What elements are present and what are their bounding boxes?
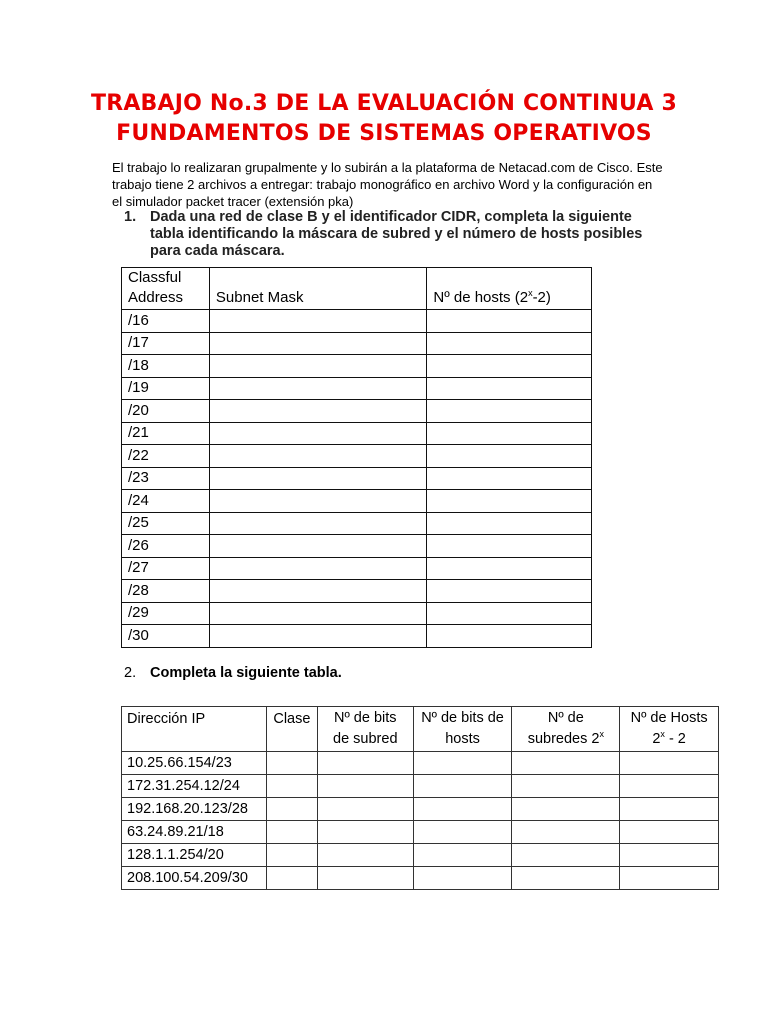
cidr-table-row — [122, 445, 592, 468]
header-hosts-sup: x — [660, 729, 665, 740]
num-hosts-cell[interactable] — [427, 490, 592, 513]
num-hosts-cell[interactable] — [620, 752, 719, 775]
header-bits-hosts-line-2: hosts — [445, 731, 480, 747]
clase-cell[interactable] — [266, 867, 317, 890]
subredes-cell[interactable] — [512, 775, 620, 798]
cidr-prefix-cell: /21 — [122, 422, 210, 445]
num-hosts-cell[interactable] — [427, 332, 592, 355]
num-hosts-cell[interactable] — [427, 310, 592, 333]
subnet-mask-cell[interactable] — [209, 557, 426, 580]
subnet-mask-cell[interactable] — [209, 355, 426, 378]
ip-table-header-row — [122, 707, 719, 752]
subnet-mask-cell[interactable] — [209, 445, 426, 468]
header-bits-subred-line-1: Nº de bits — [334, 710, 397, 726]
bits-subred-cell[interactable] — [317, 798, 413, 821]
header-ip-address: Dirección IP — [122, 707, 267, 752]
cidr-table-row — [122, 400, 592, 423]
cidr-table-row — [122, 580, 592, 603]
num-hosts-cell[interactable] — [427, 535, 592, 558]
num-hosts-cell[interactable] — [427, 422, 592, 445]
clase-cell[interactable] — [266, 798, 317, 821]
num-hosts-cell[interactable] — [427, 512, 592, 535]
num-hosts-cell[interactable] — [427, 625, 592, 648]
header-hosts-base: 2 — [652, 731, 661, 747]
num-hosts-cell[interactable] — [427, 355, 592, 378]
ip-table-row — [122, 844, 719, 867]
header-num-hosts-2-line-1: Nº de Hosts — [630, 710, 708, 726]
ip-table-row — [122, 752, 719, 775]
ip-subnet-table — [121, 706, 719, 890]
header-subredes-base: subredes 2 — [527, 731, 600, 747]
header-bits-subred — [317, 707, 413, 752]
num-hosts-cell[interactable] — [427, 445, 592, 468]
cidr-prefix-cell: /25 — [122, 512, 210, 535]
header-hosts-suffix: - 2 — [664, 731, 686, 747]
cidr-table-row — [122, 467, 592, 490]
cidr-prefix-cell: /19 — [122, 377, 210, 400]
subnet-mask-cell[interactable] — [209, 625, 426, 648]
bits-hosts-cell[interactable] — [413, 775, 512, 798]
cidr-prefix-cell: /26 — [122, 535, 210, 558]
header-num-hosts-prefix: Nº de hosts (2 — [433, 289, 529, 306]
bits-subred-cell[interactable] — [317, 775, 413, 798]
bits-hosts-cell[interactable] — [413, 867, 512, 890]
num-hosts-cell[interactable] — [620, 821, 719, 844]
ip-address-cell: 192.168.20.123/28 — [122, 798, 267, 821]
cidr-prefix-cell: /24 — [122, 490, 210, 513]
subredes-cell[interactable] — [512, 798, 620, 821]
num-hosts-cell[interactable] — [427, 557, 592, 580]
cidr-prefix-cell: /18 — [122, 355, 210, 378]
cidr-prefix-cell: /17 — [122, 332, 210, 355]
cidr-table-row — [122, 355, 592, 378]
cidr-prefix-cell: /30 — [122, 625, 210, 648]
num-hosts-cell[interactable] — [427, 467, 592, 490]
header-subredes-line-1: Nº de — [547, 710, 584, 726]
question-1-text: Dada una red de clase B y el identificador CIDR, completa la siguiente tabla identificando la máscara de subred y el número de hosts posibles para cada máscara. — [150, 209, 643, 259]
header-classful-line: Classful — [128, 269, 182, 286]
cidr-table-row — [122, 625, 592, 648]
cidr-prefix-cell: /20 — [122, 400, 210, 423]
question-2 — [124, 665, 342, 682]
header-classful-address — [122, 268, 210, 310]
subredes-cell[interactable] — [512, 821, 620, 844]
subnet-mask-cell[interactable] — [209, 332, 426, 355]
subredes-cell[interactable] — [512, 752, 620, 775]
header-subredes — [512, 707, 620, 752]
cidr-table-row — [122, 602, 592, 625]
num-hosts-cell[interactable] — [620, 798, 719, 821]
question-1-number: 1. — [124, 209, 137, 225]
num-hosts-cell[interactable] — [427, 377, 592, 400]
bits-subred-cell[interactable] — [317, 867, 413, 890]
bits-subred-cell[interactable] — [317, 844, 413, 867]
ip-address-cell: 10.25.66.154/23 — [122, 752, 267, 775]
header-clase: Clase — [266, 707, 317, 752]
subnet-mask-cell[interactable] — [209, 512, 426, 535]
bits-subred-cell[interactable] — [317, 752, 413, 775]
intro-line-3: el simulador packet tracer (extensión pka) — [112, 194, 354, 209]
subredes-cell[interactable] — [512, 844, 620, 867]
cidr-mask-table — [121, 267, 592, 648]
clase-cell[interactable] — [266, 752, 317, 775]
num-hosts-cell[interactable] — [620, 844, 719, 867]
cidr-table-header-row — [122, 268, 592, 310]
intro-paragraph — [112, 159, 672, 210]
document-title-line-2: FUNDAMENTOS DE SISTEMAS OPERATIVOS — [116, 121, 652, 146]
header-num-hosts-suffix: -2) — [532, 289, 551, 306]
clase-cell[interactable] — [266, 775, 317, 798]
header-bits-hosts — [413, 707, 512, 752]
question-2-text: Completa la siguiente tabla. — [150, 665, 342, 681]
clase-cell[interactable] — [266, 821, 317, 844]
cidr-prefix-cell: /23 — [122, 467, 210, 490]
header-subredes-line-2 — [514, 729, 617, 750]
num-hosts-cell[interactable] — [620, 867, 719, 890]
num-hosts-cell[interactable] — [620, 775, 719, 798]
cidr-table-row — [122, 490, 592, 513]
bits-hosts-cell[interactable] — [413, 798, 512, 821]
cidr-prefix-cell: /29 — [122, 602, 210, 625]
subnet-mask-cell[interactable] — [209, 602, 426, 625]
subnet-mask-cell[interactable] — [209, 490, 426, 513]
cidr-table-row — [122, 422, 592, 445]
subnet-mask-cell[interactable] — [209, 535, 426, 558]
header-num-hosts — [427, 268, 592, 310]
question-2-number: 2. — [124, 665, 137, 681]
bits-hosts-cell[interactable] — [413, 844, 512, 867]
question-1 — [124, 209, 664, 259]
cidr-table-row — [122, 557, 592, 580]
header-bits-subred-line-2: de subred — [333, 731, 398, 747]
bits-hosts-cell[interactable] — [413, 821, 512, 844]
header-num-hosts-2-line-2 — [622, 729, 716, 750]
ip-address-cell: 128.1.1.254/20 — [122, 844, 267, 867]
ip-address-cell: 208.100.54.209/30 — [122, 867, 267, 890]
header-num-hosts-sup: x — [528, 288, 533, 298]
clase-cell[interactable] — [266, 844, 317, 867]
cidr-table-row — [122, 332, 592, 355]
document-title-line-1: TRABAJO No.3 DE LA EVALUACIÓN CONTINUA 3 — [90, 91, 677, 116]
cidr-prefix-cell: /22 — [122, 445, 210, 468]
cidr-table-row — [122, 377, 592, 400]
subnet-mask-cell[interactable] — [209, 467, 426, 490]
bits-hosts-cell[interactable] — [413, 752, 512, 775]
subnet-mask-cell[interactable] — [209, 377, 426, 400]
ip-table-row — [122, 798, 719, 821]
intro-line-2: trabajo tiene 2 archivos a entregar: trabajo monográfico en archivo Word y la configuración en — [112, 177, 653, 192]
subnet-mask-cell[interactable] — [209, 422, 426, 445]
subnet-mask-cell[interactable] — [209, 400, 426, 423]
ip-address-cell: 63.24.89.21/18 — [122, 821, 267, 844]
ip-address-cell: 172.31.254.12/24 — [122, 775, 267, 798]
cidr-table-row — [122, 512, 592, 535]
num-hosts-cell[interactable] — [427, 400, 592, 423]
header-subnet-mask: Subnet Mask — [209, 268, 426, 310]
ip-table-row — [122, 821, 719, 844]
num-hosts-cell[interactable] — [427, 580, 592, 603]
cidr-table-row — [122, 535, 592, 558]
header-bits-hosts-line-1: Nº de bits de — [421, 710, 504, 726]
ip-table-row — [122, 867, 719, 890]
subredes-cell[interactable] — [512, 867, 620, 890]
ip-table-row — [122, 775, 719, 798]
subnet-mask-cell[interactable] — [209, 580, 426, 603]
cidr-prefix-cell: /28 — [122, 580, 210, 603]
cidr-table-row — [122, 310, 592, 333]
bits-subred-cell[interactable] — [317, 821, 413, 844]
header-num-hosts-2 — [620, 707, 719, 752]
num-hosts-cell[interactable] — [427, 602, 592, 625]
subnet-mask-cell[interactable] — [209, 310, 426, 333]
cidr-prefix-cell: /16 — [122, 310, 210, 333]
header-subredes-sup: x — [599, 729, 604, 740]
intro-line-1: El trabajo lo realizaran grupalmente y lo subirán a la plataforma de Netacad.com de Cisco. Este — [112, 160, 663, 175]
cidr-prefix-cell: /27 — [122, 557, 210, 580]
header-address-line: Address — [128, 289, 184, 306]
